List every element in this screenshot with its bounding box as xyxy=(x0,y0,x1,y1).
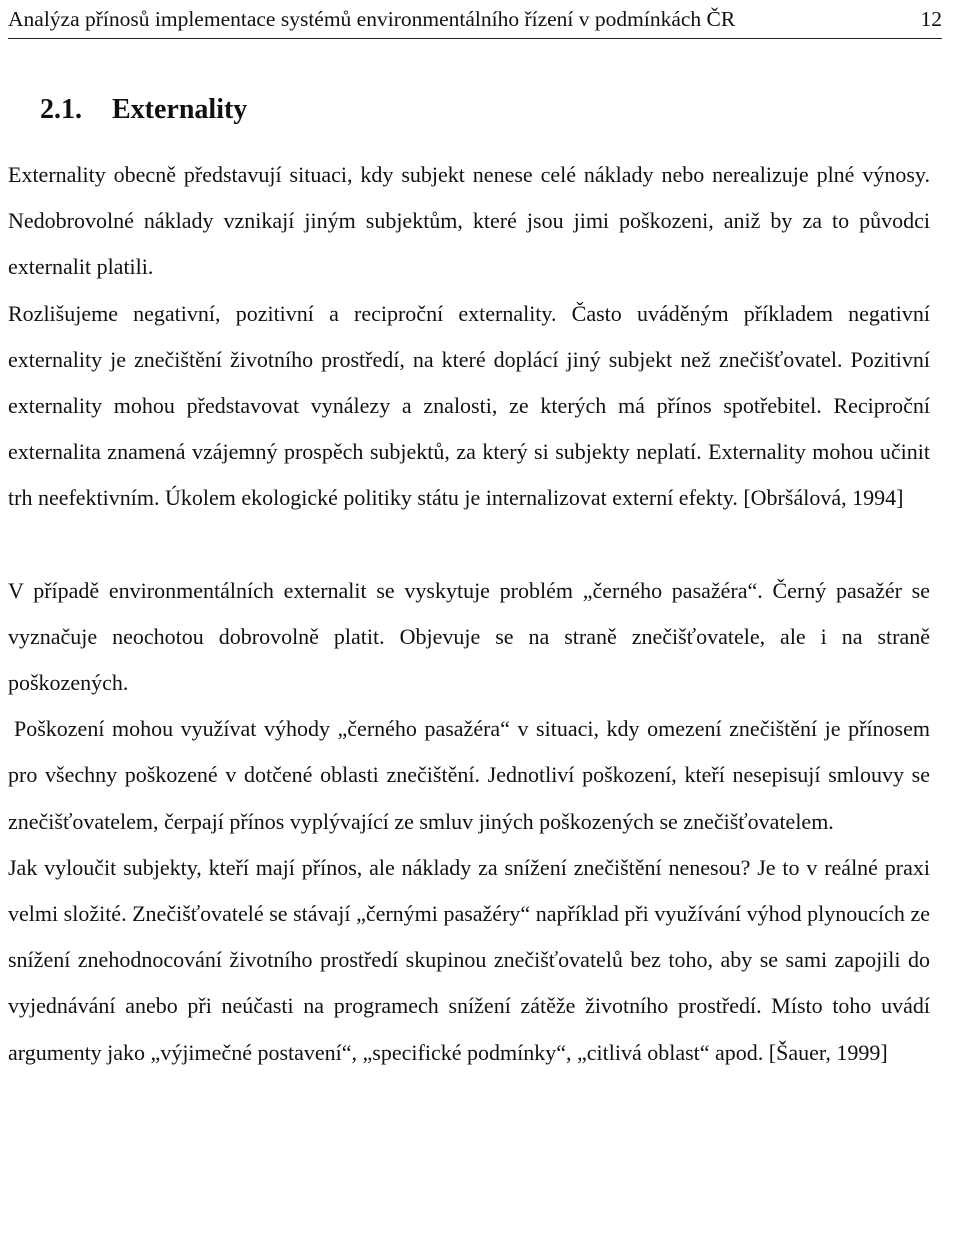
section-heading xyxy=(40,90,247,130)
paragraph-definition: Externality obecně představují situaci, kdy subjekt nenese celé náklady nebo nerealizuje plné výnosy. Nedobrovolné náklady vznikají jiným subjektům, které jsou jimi poškozeni, aniž by za to původci externalit platili. xyxy=(8,162,930,280)
running-header xyxy=(8,4,942,34)
section-title: Externality xyxy=(112,94,248,125)
page-number: 12 xyxy=(920,7,942,31)
paragraph-free-rider: V případě environmentálních externalit se vyskytuje problém „černého pasažéra“. Černý pasažér se vyznačuje neochotou dobrovolně platit. Objevuje se na straně znečišťovatele, ale i na straně poškozených. xyxy=(8,577,930,696)
header-title: Analýza přínosů implementace systémů environmentálního řízení v podmínkách ČR xyxy=(8,7,736,31)
body-text xyxy=(8,152,930,1076)
paragraph-exclusion: Jak vyloučit subjekty, kteří mají přínos, ale náklady za snížení znečištění nenesou? Je to v reálné praxi velmi složité. Znečišťovatelé se stávají „černými pasažéry“ například při využívání výhod plynoucích ze snížení znehodnocování životního prostředí skupinou znečišťovatelů bez toho, aby se sami zapojili do vyjednávání anebo při neúčasti na programech snížení zátěže životního prostředí. Místo toho uvádí argumenty jako „výjimečné postavení“, „specifické podmínky“, „citlivá oblast“ apod. [Šauer, 1999] xyxy=(8,854,930,1065)
section-number: 2.1. xyxy=(40,94,82,125)
paragraph-damaged-parties: Poškození mohou využívat výhody „černého pasažéra“ v situaci, kdy omezení znečištění je přínosem pro všechny poškozené v dotčené oblasti znečištění. Jednotliví poškození, kteří nesepisují smlouvy se znečišťovatelem, čerpají přínos vyplývající ze smluv jiných poškozených se znečišťovatelem. xyxy=(8,716,930,834)
paragraph-types: Rozlišujeme negativní, pozitivní a reciproční externality. Často uváděným příkladem negativní externality je znečištění životního prostředí, na které doplácí jiný subjekt než znečišťovatel. Pozitivní externality mohou představovat vynálezy a znalosti, ze kterých má přínos spotřebitel. Reciproční externalita znamená vzájemný prospěch subjektů, za který si subjekty neplatí. Externality mohou učinit trh neefektivním. Úkolem ekologické politiky státu je internalizovat externí efekty. [Obršálová, 1994] xyxy=(8,300,930,511)
header-divider xyxy=(8,38,942,39)
